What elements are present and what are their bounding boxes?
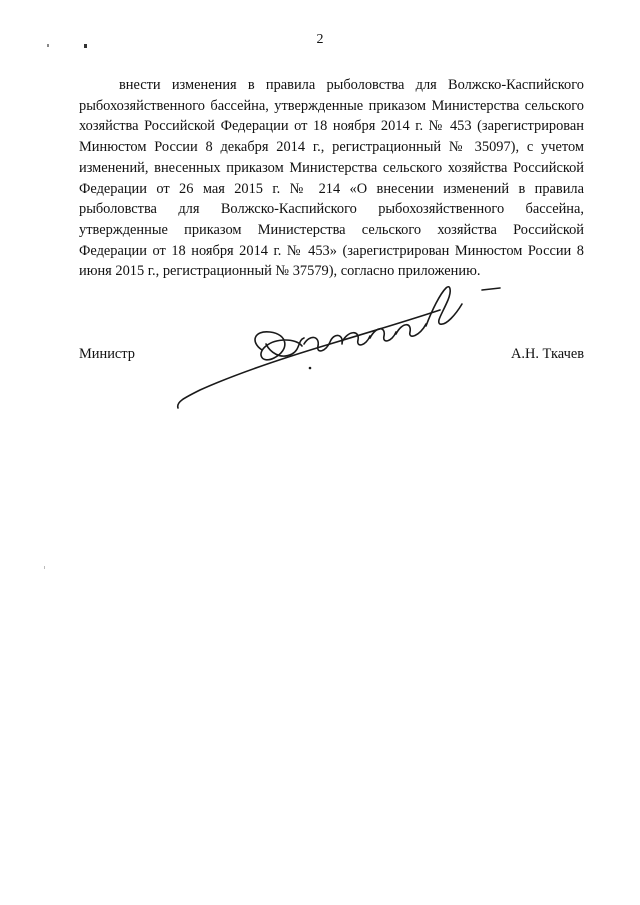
- order-paragraph: внести изменения в правила рыболовства для Волжско-Каспийского рыбохозяйственного бассейна, утвержденные приказом Министерства сельского хозяйства Российской Федерации от 18 ноября 2014 г. № 453 (зарегистрирован Минюстом России 8 декабря 2014 г., регистрационный № 35097), с учетом изменений, внесенных приказом Министерства сельского хозяйства Российской Федерации от 26 мая 2015 г. № 214 «О внесении изменений в правила рыболовства для Волжско-Каспийского рыбохозяйственного бассейна, утвержденные приказом Министерства сельского хозяйства Российской Федерации от 18 ноября 2014 г. № 453» (зарегистрирован Минюстом России 8 июня 2015 г., регистрационный № 37579), согласно приложению.: [79, 77, 584, 280]
- handwritten-signature: [170, 280, 510, 420]
- scan-artifact: [44, 566, 45, 569]
- scan-artifact: [47, 44, 49, 47]
- page-number: 2: [316, 32, 324, 47]
- signatory-name: А.Н. Ткачев: [510, 346, 584, 362]
- scan-artifact: [84, 44, 87, 48]
- signatory-title: Министр: [79, 346, 135, 362]
